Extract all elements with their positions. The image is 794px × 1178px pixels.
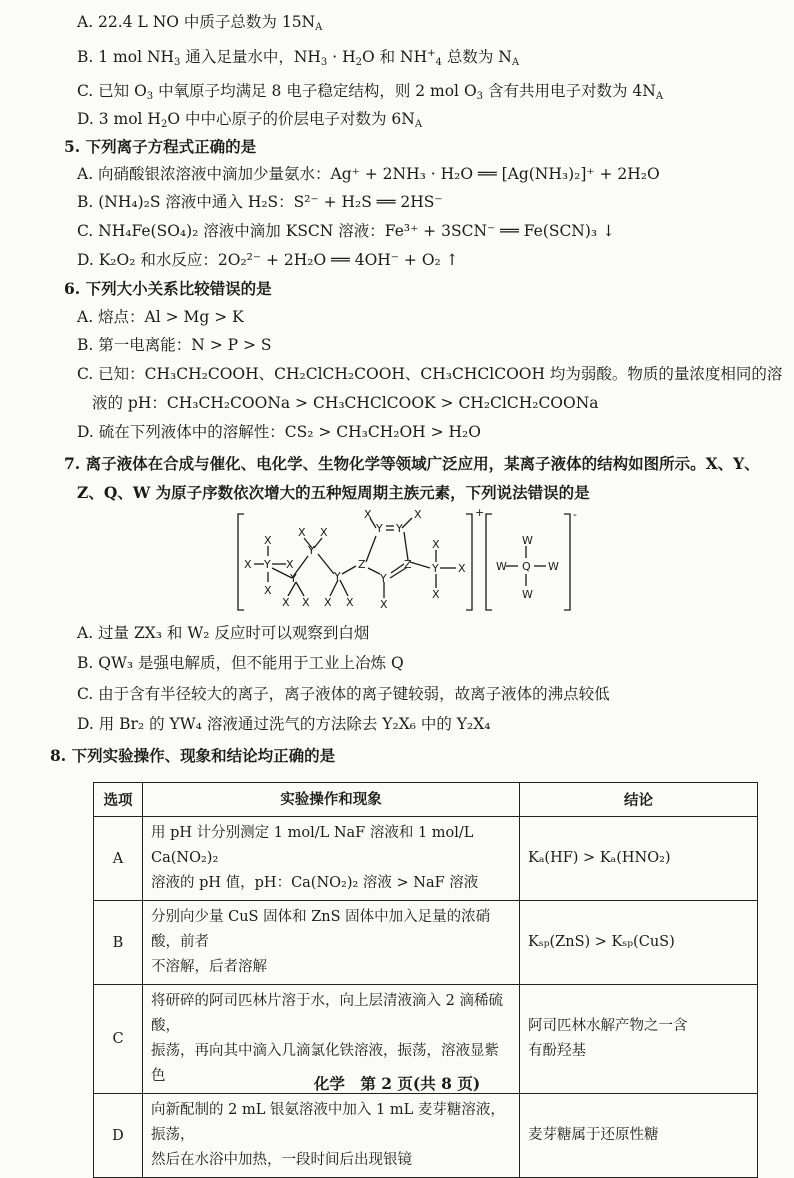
row-operation: 将研碎的阿司匹林片溶于水，向上层清液滴入 2 滴稀硫酸， 振荡，再向其中滴入几滴氯化铁溶液，振荡，溶液显紫色 [143,985,520,1094]
row-operation: 向新配制的 2 mL 银氨溶液中加入 1 mL 麦芽糖溶液，振荡， 然后在水浴中加热，一段时间后出现银镜 [143,1094,520,1178]
svg-text:X: X [432,538,440,551]
svg-text:X: X [282,596,290,609]
svg-text:Y: Y [264,558,271,571]
row-option: A [94,817,143,901]
cation-right-bracket [466,514,472,610]
svg-text:X: X [324,596,332,609]
q6-option-b: B. 第一电离能：N > P > S [77,336,272,354]
table-row [94,1094,758,1178]
svg-text:X: X [264,584,272,597]
header-option: 选项 [94,783,143,817]
q4-option-a: A. 22.4 L NO 中质子总数为 $15N_A$ [77,13,323,33]
q7-option-b: B. QW₃ 是强电解质，但不能用于工业上冶炼 Q [77,654,404,672]
q4-option-b: B. 1 mol $NH_3$ 通入足量水中，$NH_3 \cdot H_2O$ 和 $NH^+_4$ 总数为 $N_A$ [77,48,520,68]
q5-stem: 5. 下列离子方程式正确的是 [64,137,257,156]
header-operation: 实验操作和现象 [143,783,520,817]
row-conclusion: Kₐ(HF) > Kₐ(HNO₂) [520,817,758,901]
anion-atom-labels [496,508,577,601]
q6-option-c-line2: 液的 pH：CH₃CH₂COONa > CH₃CHClCOOK > CH₂ClCH₂COONa [92,394,599,412]
svg-text:X: X [458,562,466,575]
q5-option-b: B. (NH₄)₂S 溶液中通入 H₂S：S²⁻ + H₂S ══ 2HS⁻ [77,193,443,211]
svg-text:X: X [320,526,328,539]
svg-text:Q: Q [522,560,531,573]
table-header-row [94,783,758,817]
q5-option-d: D. K₂O₂ 和水反应：2O₂²⁻ + 2H₂O ══ 4OH⁻ + O₂ ↑ [77,251,459,269]
cation-atom-labels [244,506,484,611]
experiment-table [93,782,758,1178]
row-option: C [94,985,143,1094]
anion-right-bracket [564,514,570,610]
svg-text:X: X [244,558,252,571]
q7-option-c: C. 由于含有半径较大的离子，离子液体的离子键较弱，故离子液体的沸点较低 [77,685,610,703]
svg-text:W: W [496,560,507,573]
header-conclusion: 结论 [520,783,758,817]
cation-charge: + [475,506,485,519]
svg-text:X: X [346,596,354,609]
row-option: D [94,1094,143,1178]
q6-option-c-line1: C. 已知：CH₃CH₂COOH、CH₂ClCH₂COOH、CH₃CHClCOOH 均为弱酸。物质的量浓度相同的溶 [77,365,783,383]
q6-option-a: A. 熔点：Al > Mg > K [77,308,244,326]
q7-option-d: D. 用 Br₂ 的 YW₄ 溶液通过洗气的方法除去 Y₂X₆ 中的 Y₂X₄ [77,715,491,733]
svg-text:Y: Y [376,522,383,535]
svg-text:Z: Z [358,558,366,571]
svg-text:X: X [364,508,372,521]
svg-text:X: X [286,558,294,571]
svg-text:Y: Y [308,544,315,557]
ionic-liquid-structure [234,506,586,616]
svg-text:X: X [264,534,272,547]
svg-text:Y: Y [334,570,341,583]
q7-stem-line1: 7. 离子液体在合成与催化、电化学、生物化学等领域广泛应用，某离子液体的结构如图所示。X、Y、 [64,454,760,473]
q6-option-d: D. 硫在下列液体中的溶解性：CS₂ > CH₃CH₂OH > H₂O [77,423,481,441]
row-option: B [94,901,143,985]
row-conclusion: 麦芽糖属于还原性糖 [520,1094,758,1178]
q5-option-c: C. NH₄Fe(SO₄)₂ 溶液中滴加 KSCN 溶液：Fe³⁺ + 3SCN⁻ ══ Fe(SCN)₃ ↓ [77,222,616,240]
anion-left-bracket [486,514,492,610]
row-conclusion: Kₛₚ(ZnS) > Kₛₚ(CuS) [520,901,758,985]
q8-stem: 8. 下列实验操作、现象和结论均正确的是 [50,746,336,765]
svg-text:W: W [522,534,533,547]
q5-option-a: A. 向硝酸银浓溶液中滴加少量氨水：Ag⁺ + 2NH₃ · H₂O ══ [Ag(NH₃)₂]⁺ + 2H₂O [77,165,660,183]
anion-charge: - [573,508,577,521]
svg-text:Y: Y [290,572,297,585]
q7-stem-line2: Z、Q、W 为原子序数依次增大的五种短周期主族元素，下列说法错误的是 [77,483,590,502]
svg-text:X: X [380,598,388,611]
q7-option-a: A. 过量 ZX₃ 和 W₂ 反应时可以观察到白烟 [77,624,370,642]
svg-text:X: X [298,526,306,539]
row-operation: 分别向少量 CuS 固体和 ZnS 固体中加入足量的浓硝酸，前者 不溶解，后者溶解 [143,901,520,985]
svg-text:W: W [548,560,559,573]
row-operation: 用 pH 计分别测定 1 mol/L NaF 溶液和 1 mol/L Ca(NO₂)₂ 溶液的 pH 值，pH：Ca(NO₂)₂ 溶液 > NaF 溶液 [143,817,520,901]
svg-text:Y: Y [396,522,403,535]
page-footer: 化学 第 2 页(共 8 页) [313,1074,481,1093]
row-conclusion: 阿司匹林水解产物之一含 有酚羟基 [520,985,758,1094]
table-row [94,901,758,985]
svg-text:Y: Y [380,572,387,585]
q4-option-d: D. 3 mol $H_2O$ 中中心原子的价层电子对数为 $6N_A$ [77,110,423,130]
svg-text:X: X [432,588,440,601]
q6-stem: 6. 下列大小关系比较错误的是 [64,279,272,298]
q4-option-c: C. 已知 $O_3$ 中氧原子均满足 8 电子稳定结构，则 2 mol $O_3$ 含有共用电子对数为 $4N_A$ [77,82,664,102]
table-row [94,817,758,901]
svg-text:Z: Z [404,558,412,571]
svg-text:X: X [302,596,310,609]
svg-text:X: X [414,508,422,521]
svg-text:W: W [522,588,533,601]
svg-text:Y: Y [432,562,439,575]
